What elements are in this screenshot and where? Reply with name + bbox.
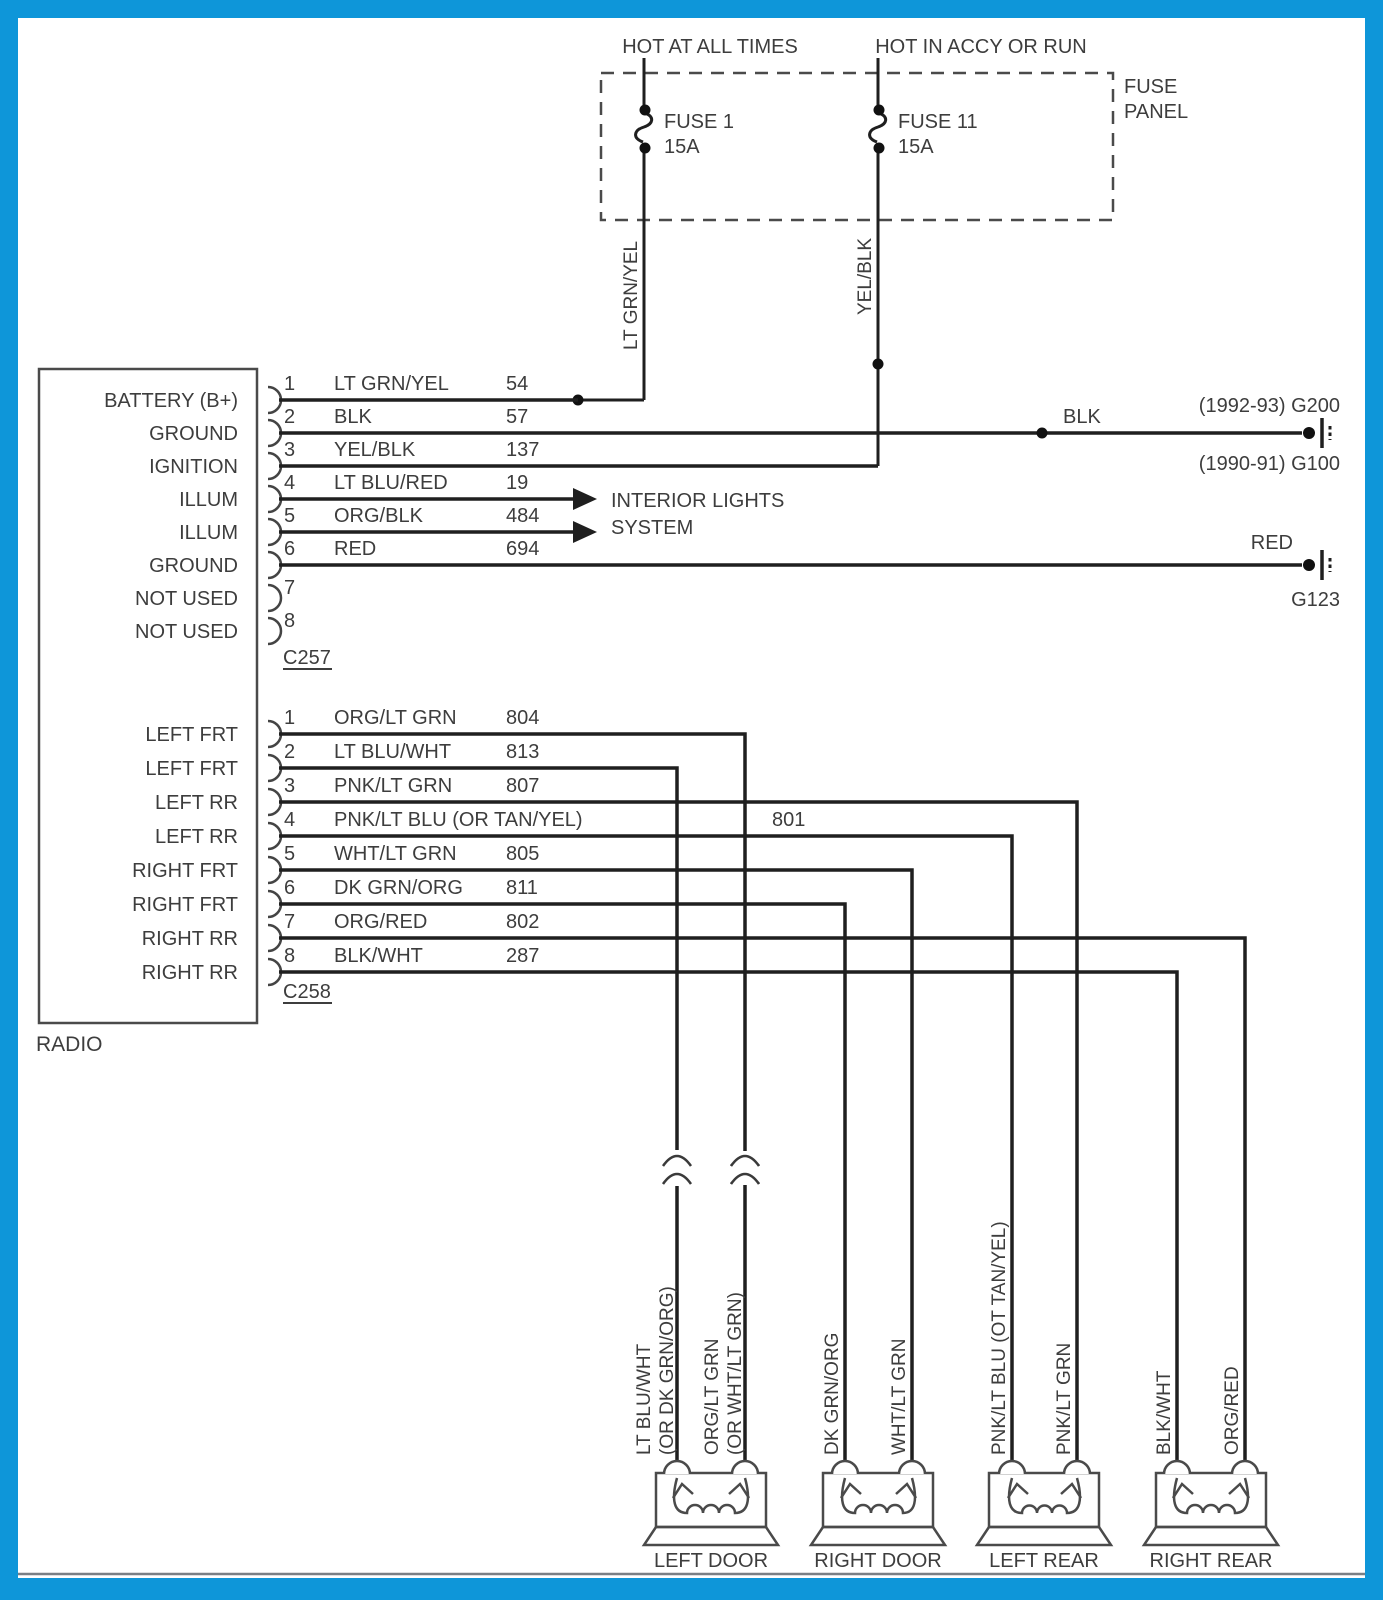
c257-pin-4-wire-name: LT BLU/RED [334, 472, 448, 494]
speaker-wire-label: PNK/LT GRN [1054, 1342, 1075, 1455]
c257-pin-2-wire-name: BLK [334, 406, 372, 428]
fuse11-rating-label: 15A [898, 136, 934, 158]
c258-pin-3-function: LEFT RR [155, 792, 238, 814]
c257-pin-8-function: NOT USED [135, 621, 238, 643]
c258-pin-4-circuit: 801 [772, 809, 806, 831]
c258-pin-7-wire-name: ORG/RED [334, 911, 428, 933]
interior-lights-label-line2: SYSTEM [611, 517, 694, 539]
c257-pin-4-circuit: 19 [506, 472, 529, 494]
fuse11-bottom-terminal [874, 143, 885, 154]
blk-wire-splice-dot [1037, 428, 1048, 439]
c258-pin-3-wire-name: PNK/LT GRN [334, 775, 453, 797]
c258-pin-2-wire-name: LT BLU/WHT [334, 741, 452, 763]
hot-at-all-times-label: HOT AT ALL TIMES [622, 36, 798, 58]
c257-pin-4-number: 4 [284, 472, 296, 494]
c257-pin-2-circuit: 57 [506, 406, 529, 428]
speaker-wire-label: PNK/LT BLU (OT TAN/YEL) [989, 1221, 1010, 1455]
c258-pin-1-wire-name: ORG/LT GRN [334, 707, 457, 729]
c257-pin-1-circuit: 54 [506, 373, 529, 395]
c257-pin-1-wire-name: LT GRN/YEL [334, 373, 449, 395]
fuse-panel-label-line1: FUSE [1124, 76, 1178, 98]
c257-pin-6-function: GROUND [149, 555, 238, 577]
yel-blk-vertical-label: YEL/BLK [855, 237, 876, 315]
c257-pin-7-function: NOT USED [135, 588, 238, 610]
lt-grn-yel-vertical-label: LT GRN/YEL [621, 240, 642, 350]
c257-pin-6-number: 6 [284, 538, 296, 560]
c257-pin-5-circuit: 484 [506, 505, 540, 527]
c258-pin-6-number: 6 [284, 877, 296, 899]
c257-pin-3-wire-name: YEL/BLK [334, 439, 416, 461]
c257-pin-2-number: 2 [284, 406, 296, 428]
c258-pin-8-circuit: 287 [506, 945, 540, 967]
speaker-wire-label: (OR WHT/LT GRN) [725, 1292, 746, 1455]
speaker-wire-label: LT BLU/WHT [634, 1343, 655, 1455]
c258-pin-2-circuit: 813 [506, 741, 540, 763]
g200-label: (1992-93) G200 [1198, 395, 1340, 417]
speaker-wire-label: DK GRN/ORG [822, 1332, 843, 1455]
c257-pin-3-circuit: 137 [506, 439, 540, 461]
c258-pin-7-number: 7 [284, 911, 296, 933]
speaker-wire-label: WHT/LT GRN [889, 1338, 910, 1455]
fuse11-name-label: FUSE 11 [898, 111, 978, 133]
c258-pin-1-function: LEFT FRT [145, 724, 238, 746]
speaker-wire-label: ORG/RED [1222, 1366, 1243, 1455]
c257-pin-5-function: ILLUM [179, 522, 238, 544]
c258-pin-5-circuit: 805 [506, 843, 540, 865]
c258-pin-8-wire-name: BLK/WHT [334, 945, 423, 967]
c258-pin-8-function: RIGHT RR [141, 962, 238, 984]
c258-pin-6-circuit: 811 [506, 877, 538, 899]
fuse-panel-label-line2: PANEL [1124, 101, 1189, 123]
c258-connector-id: C258 [283, 981, 331, 1003]
c258-pin-3-number: 3 [284, 775, 296, 797]
fuse1-rating-label: 15A [664, 136, 700, 158]
hot-in-accy-label: HOT IN ACCY OR RUN [875, 36, 1087, 58]
c257-pin-3-function: IGNITION [149, 456, 238, 478]
c258-pin-4-wire-name: PNK/LT BLU (OR TAN/YEL) [334, 809, 583, 831]
ignition-wire-junction-dot [873, 359, 884, 370]
speaker-name: LEFT DOOR [653, 1550, 769, 1572]
speaker-wire-label: BLK/WHT [1154, 1370, 1175, 1455]
blk-wire-label: BLK [1063, 406, 1101, 428]
c258-pin-4-function: LEFT RR [155, 826, 238, 848]
fuse1-top-terminal [640, 105, 651, 116]
c258-pin-2-number: 2 [284, 741, 296, 763]
c257-pin-5-number: 5 [284, 505, 296, 527]
c257-pin-3-number: 3 [284, 439, 296, 461]
interior-lights-label-line1: INTERIOR LIGHTS [611, 490, 785, 512]
c257-pin-7-number: 7 [284, 577, 296, 599]
c258-pin-1-circuit: 804 [506, 707, 540, 729]
c257-pin-4-function: ILLUM [179, 489, 238, 511]
c257-pin-6-circuit: 694 [506, 538, 540, 560]
c258-pin-1-number: 1 [284, 707, 296, 729]
speaker-name: RIGHT DOOR [814, 1550, 942, 1572]
c257-pin-2-function: GROUND [149, 423, 238, 445]
fuse1-name-label: FUSE 1 [664, 111, 735, 133]
c258-pin-3-circuit: 807 [506, 775, 540, 797]
speaker-name: LEFT REAR [989, 1550, 1099, 1572]
fuse11-top-terminal [874, 105, 885, 116]
red-wire-label: RED [1250, 532, 1293, 554]
fuse1-bottom-terminal [640, 143, 651, 154]
radio-label: RADIO [36, 1033, 103, 1056]
c257-connector-id: C257 [283, 647, 331, 669]
c258-pin-6-wire-name: DK GRN/ORG [334, 877, 463, 899]
c257-pin-1-function: BATTERY (B+) [104, 390, 238, 412]
c258-pin-5-function: RIGHT FRT [132, 860, 238, 882]
g100-label: (1990-91) G100 [1198, 453, 1340, 475]
c258-pin-7-function: RIGHT RR [141, 928, 238, 950]
g123-label: G123 [1291, 589, 1340, 611]
c257-pin-6-wire-name: RED [334, 538, 377, 560]
c258-pin-5-number: 5 [284, 843, 296, 865]
c258-pin-6-function: RIGHT FRT [132, 894, 238, 916]
c258-pin-4-number: 4 [284, 809, 296, 831]
c258-pin-7-circuit: 802 [506, 911, 540, 933]
c258-pin-5-wire-name: WHT/LT GRN [334, 843, 457, 865]
c258-pin-8-number: 8 [284, 945, 296, 967]
c257-pin-1-number: 1 [284, 373, 296, 395]
c257-pin-5-wire-name: ORG/BLK [334, 505, 423, 527]
c257-pin-8-number: 8 [284, 610, 296, 632]
speaker-wire-label: (OR DK GRN/ORG) [657, 1286, 678, 1455]
c258-pin-2-function: LEFT FRT [145, 758, 238, 780]
speaker-wire-label: ORG/LT GRN [702, 1338, 723, 1455]
speaker-name: RIGHT REAR [1149, 1550, 1273, 1572]
